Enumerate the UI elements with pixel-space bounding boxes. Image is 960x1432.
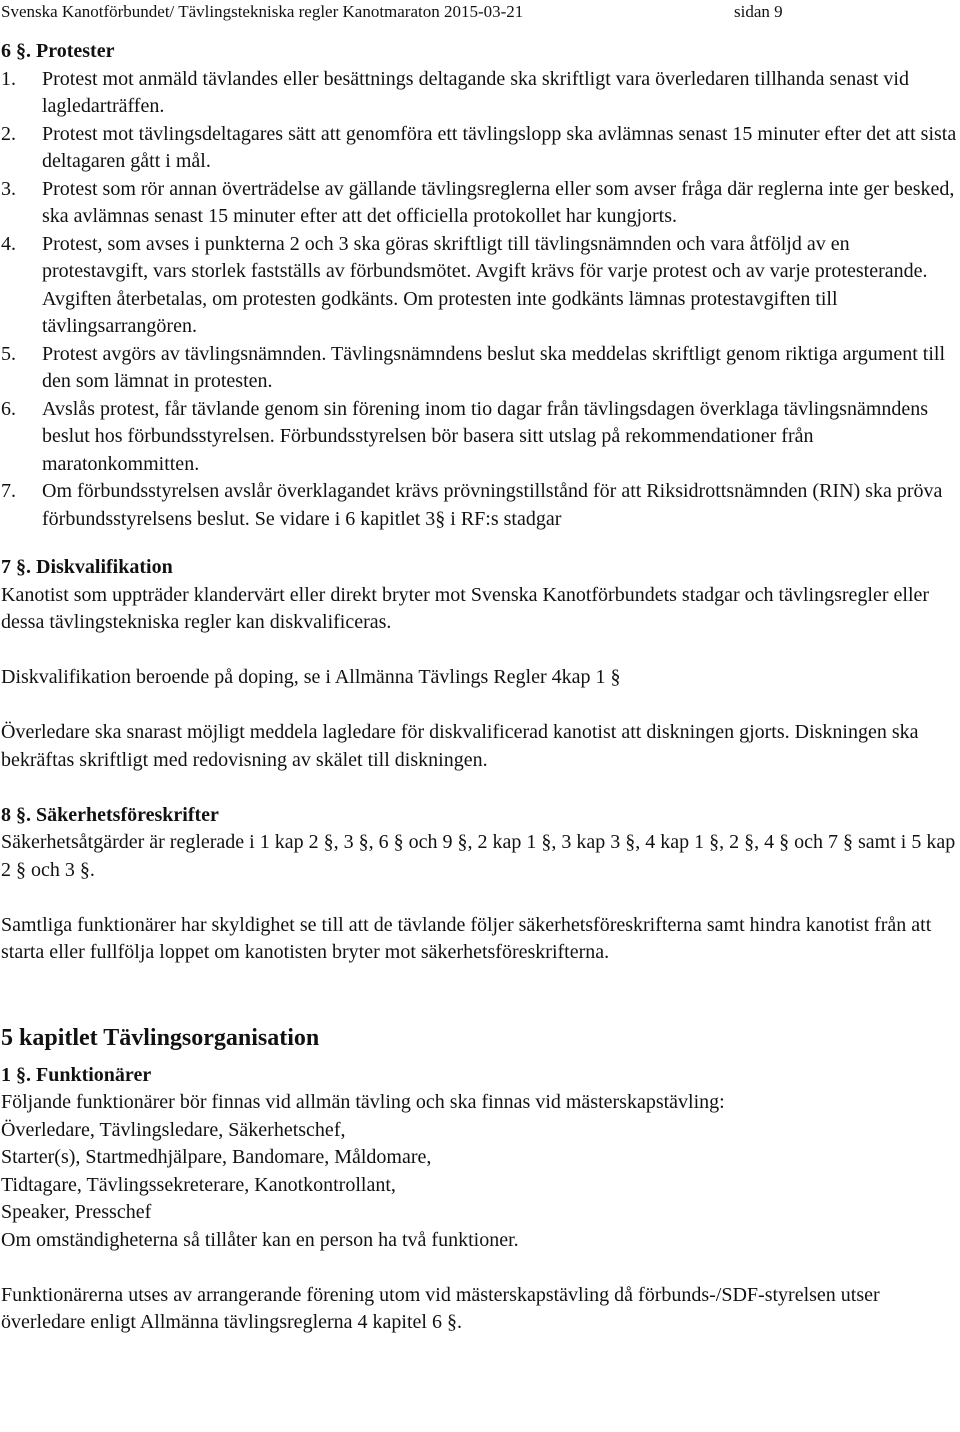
list-number: 5. — [1, 342, 16, 365]
document-page — [1, 0, 959, 1337]
chapter-5-heading: 5 kapitlet Tävlingsorganisation — [1, 1024, 320, 1051]
section-8-paragraph-2: Samtliga funktionärer har skyldighet se till att de tävlande följer säkerhetsföreskrifterna samt hindra kanotist från att starta eller fullfölja loppet om kanotisten bryter mot säkerhetsföreskrifterna. — [1, 913, 932, 963]
list-item — [1, 478, 959, 533]
list-text: Protest mot tävlingsdeltagares sätt att genomföra ett tävlingslopp ska avlämnas senast 15 minuter efter det att sista deltagaren gått i mål. — [42, 122, 957, 172]
list-text: Avslås protest, får tävlande genom sin förening inom tio dagar från tävlingsdagen överklaga tävlingsnämndens beslut hos förbundsstyrelsen. Förbundsstyrelsen bör basera sitt utslag på rekommendationer från maratonkommitten. — [42, 397, 929, 475]
list-number: 1. — [1, 67, 16, 90]
list-number: 6. — [1, 397, 16, 420]
spacer — [1, 774, 959, 802]
list-number: 4. — [1, 232, 16, 255]
section-6-heading: 6 §. Protester — [1, 40, 115, 62]
list-number: 3. — [1, 177, 16, 200]
functionaries-line: Om omständigheterna så tillåter kan en person ha två funktioner. — [1, 1228, 519, 1251]
spacer — [1, 967, 959, 1022]
list-item — [1, 121, 959, 176]
list-item — [1, 396, 959, 479]
functionaries-line: Överledare, Tävlingsledare, Säkerhetschef, — [1, 1118, 346, 1141]
section-7-heading: 7 §. Diskvalifikation — [1, 556, 173, 578]
header-page-number: sidan 9 — [734, 2, 783, 21]
spacer — [1, 692, 959, 720]
list-number: 7. — [1, 480, 16, 502]
section-8-heading: 8 §. Säkerhetsföreskrifter — [1, 803, 219, 826]
section-8-paragraph-1: Säkerhetsåtgärder är reglerade i 1 kap 2 §, 3 §, 6 § och 9 §, 2 kap 1 §, 3 kap 3 §, 4 kap 1 §, 2 §, 4 § och 7 § samt i 5 kap 2 § och 3 §. — [1, 831, 956, 881]
spacer — [1, 1054, 959, 1062]
list-number: 2. — [1, 122, 16, 145]
list-item — [1, 176, 959, 231]
spacer — [1, 637, 959, 665]
page-header — [1, 0, 959, 30]
functionaries-line: Starter(s), Startmedhjälpare, Bandomare, Måldomare, — [1, 1146, 432, 1168]
list-item — [1, 231, 959, 341]
functionaries-line: Speaker, Presschef — [1, 1201, 152, 1223]
spacer — [1, 1254, 959, 1282]
list-item — [1, 66, 959, 121]
section-7-paragraph-2: Diskvalifikation beroende på doping, se i Allmänna Tävlings Regler 4kap 1 § — [1, 666, 621, 688]
list-item — [1, 341, 959, 396]
list-text: Protest som rör annan överträdelse av gällande tävlingsreglerna eller som avser fråga där reglerna inte ger besked, ska avlämnas senast 15 minuter efter att det officiella protokollet har kungjorts. — [42, 177, 955, 227]
functionaries-final-paragraph: Funktionärerna utses av arrangerande förening utom vid mästerskapstävling då förbunds-/SDF-styrelsen utser överledare enligt Allmänna tävlingsreglerna 4 kapitel 6 §. — [1, 1283, 880, 1333]
list-text: Om förbundsstyrelsen avslår överklagandet krävs prövningstillstånd för att Riksidrottsnämnden (RIN) ska pröva förbundsstyrelsens beslut. Se vidare i 6 kapitlet 3§ i RF:s stadgar — [42, 480, 943, 530]
section-7-paragraph-3: Överledare ska snarast möjligt meddela lagledare för diskvalificerad kanotist att diskningen gjorts. Diskningen ska bekräftas skriftligt med redovisning av skälet till diskningen. — [1, 721, 919, 771]
functionaries-line: Tidtagare, Tävlingssekreterare, Kanotkontrollant, — [1, 1173, 396, 1196]
protest-list — [1, 66, 959, 534]
functionaries-line: Följande funktionärer bör finnas vid allmän tävling och ska finnas vid mästerskapstävling: — [1, 1091, 725, 1113]
list-text: Protest avgörs av tävlingsnämnden. Tävlingsnämndens beslut ska meddelas skriftligt genom riktiga argument till den som lämnat in protesten. — [42, 342, 945, 392]
header-document-title: Svenska Kanotförbundet/ Tävlingstekniska regler Kanotmaraton 2015-03-21 — [1, 2, 524, 21]
list-text: Protest mot anmäld tävlandes eller besättnings deltagande ska skriftligt vara överledaren tillhanda senast vid lagledarträffen. — [42, 67, 909, 117]
spacer — [1, 533, 959, 554]
list-text: Protest, som avses i punkterna 2 och 3 ska göras skriftligt till tävlingsnämnden och vara åtföljd av en protestavgift, vars storlek fastställs av förbundsmötet. Avgift krävs för varje protest och av varje protesterande. Avgiften återbetalas, om protesten godkänts. Om protesten inte godkänts lämnas protestavgiften till tävlingsarrangören. — [42, 232, 928, 337]
section-7-paragraph-1: Kanotist som uppträder klandervärt eller direkt bryter mot Svenska Kanotförbundets stadgar och tävlingsregler eller dessa tävlingstekniska regler kan diskvalificeras. — [1, 583, 930, 633]
chapter-5-section-1-heading: 1 §. Funktionärer — [1, 1063, 152, 1086]
spacer — [1, 884, 959, 912]
